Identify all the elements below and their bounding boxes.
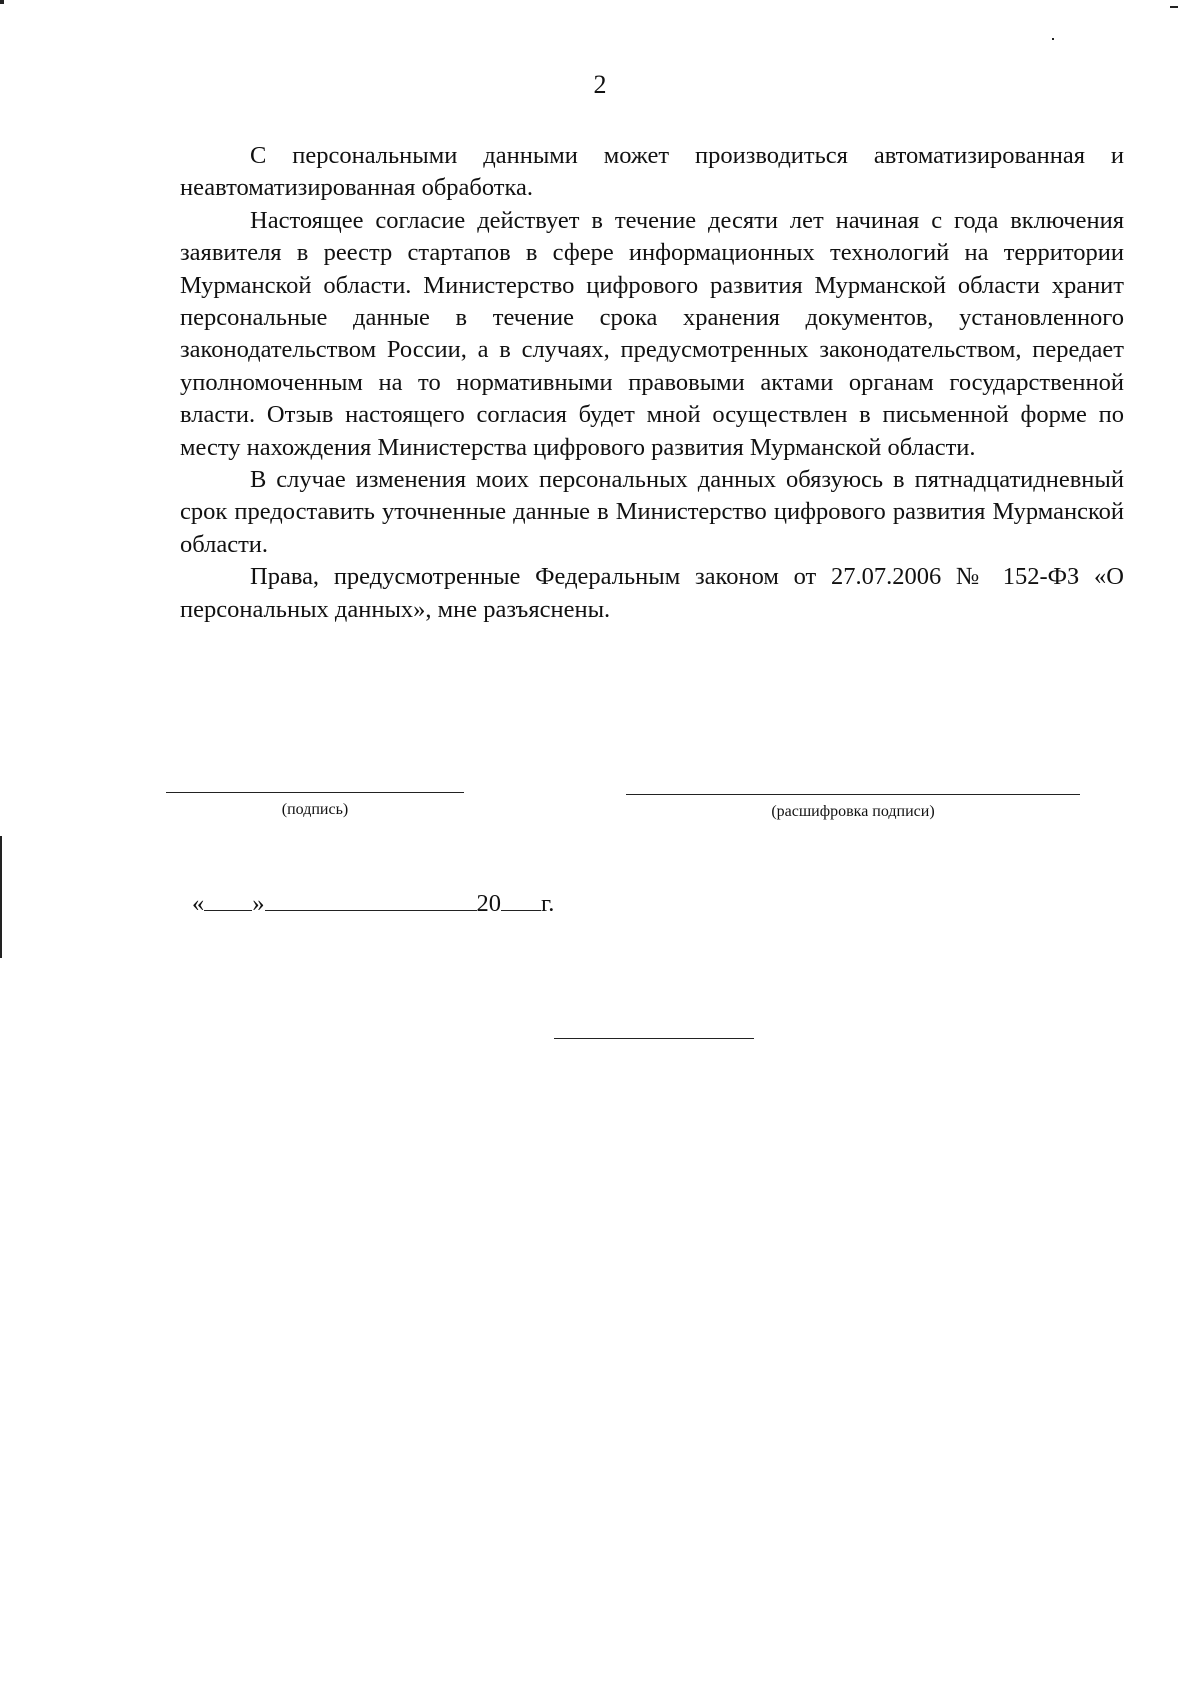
day-blank xyxy=(204,888,252,911)
paragraph-validity: Настоящее согласие действует в течение десяти лет начиная с года включения заявителя в реестр стартапов в сфере информационных технологий на территории Мурманской области. Министерство цифрового развития Мурманской области хранит персональные данные в течение срока хранения документов, установленного законодательством России, а в случаях, предусмотренных законодательством, передает уполномоченным на то нормативными правовыми актами органам государственной власти. Отзыв настоящего согласия будет мной осуществлен в письменной форме по месту нахождения Министерства цифрового развития Мурманской области. xyxy=(180,206,1124,461)
signature-transcript-caption: (расшифровка подписи) xyxy=(771,803,935,820)
signature-line xyxy=(166,792,464,793)
paragraph-processing: С персональными данными может производиться автоматизированная и неавтоматизированная обработка. xyxy=(180,142,1124,202)
signature-transcript-line xyxy=(626,794,1080,795)
month-blank xyxy=(265,888,477,911)
page-number: 2 xyxy=(593,70,607,99)
year-suffix: г. xyxy=(541,890,555,917)
paragraph-rights: Права, предусмотренные Федеральным законом от 27.07.2006 № 152-ФЗ «О персональных данных», мне разъяснены. xyxy=(180,563,1124,623)
signature-caption: (подпись) xyxy=(281,801,349,818)
consent-body xyxy=(180,140,1124,626)
end-rule xyxy=(554,1038,754,1039)
scan-artifact-corner xyxy=(0,0,4,4)
date-close-quote: » xyxy=(252,890,265,917)
scan-artifact-top-right xyxy=(1170,6,1178,8)
scan-artifact-edge-line xyxy=(0,836,2,958)
scan-artifact-dot xyxy=(1052,38,1054,40)
year-blank xyxy=(501,888,541,911)
year-prefix: 20 xyxy=(476,890,501,917)
date-open-quote: « xyxy=(192,890,205,917)
date-line xyxy=(192,888,554,919)
paragraph-data-change: В случае изменения моих персональных данных обязуюсь в пятнадцатидневный срок предоставить уточненные данные в Министерство цифрового развития Мурманской области. xyxy=(180,466,1124,558)
